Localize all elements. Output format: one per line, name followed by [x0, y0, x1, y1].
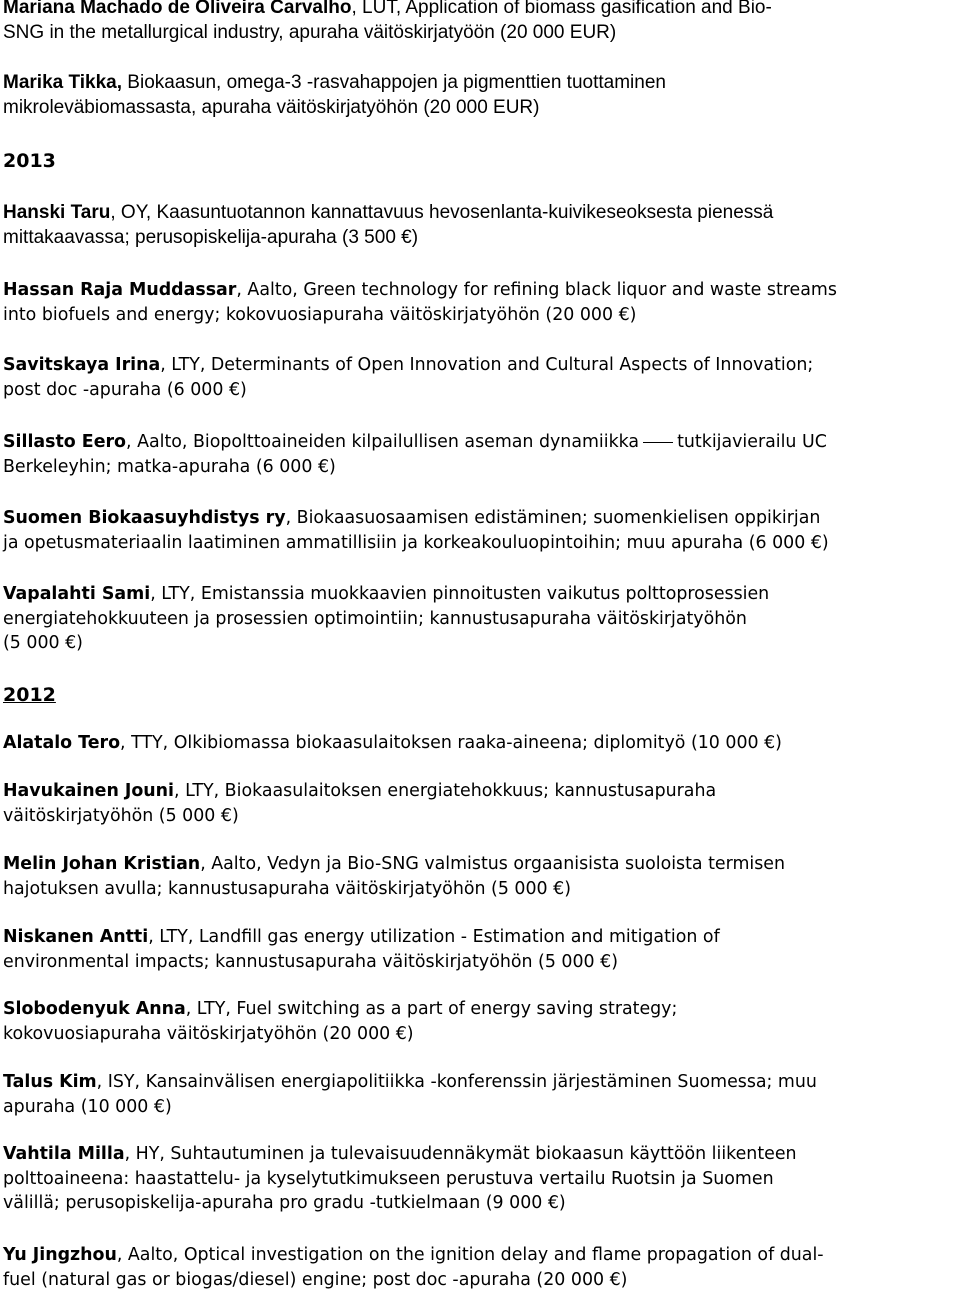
grant-entry-hanski [3, 201, 960, 250]
entry-text: , Aalto, Green technology for refining black liquor and waste streams [236, 280, 837, 300]
recipient-name: Hanski Taru [3, 202, 111, 223]
entry-line [3, 731, 960, 756]
grant-entry-melin [3, 852, 960, 901]
grant-entry-vapalahti [3, 582, 960, 656]
entry-line: fuel (natural gas or biogas/diesel) engine; post doc -apuraha (20 000 €) [3, 1269, 628, 1290]
entry-text: , TTY, Olkibiomassa biokaasulaitoksen raaka-aineena; diplomityö (10 000 €) [120, 733, 782, 753]
entry-text: tutkijavierailu UC [677, 432, 827, 452]
recipient-name: Havukainen Jouni [3, 781, 175, 801]
recipient-name: Yu Jingzhou [3, 1245, 117, 1265]
grant-entry-alatalo [3, 731, 960, 756]
entry-line [3, 582, 960, 607]
entry-line [3, 506, 960, 531]
entry-line: mikroleväbiomassasta, apuraha väitöskirjatyöhön (20 000 EUR) [3, 96, 540, 118]
entry-line: environmental impacts; kannustusapuraha väitöskirjatyöhön (5 000 €) [3, 951, 618, 972]
em-dash [643, 442, 673, 443]
entry-line [3, 0, 960, 21]
grant-entry-vahtila [3, 1142, 960, 1216]
grant-entry-tikka [3, 71, 960, 120]
recipient-name: Slobodenyuk Anna [3, 999, 186, 1019]
entry-line [3, 430, 960, 455]
grant-entry-biokaasuyhdistys [3, 506, 960, 555]
recipient-name: Hassan Raja Muddassar [3, 280, 237, 300]
entry-line: post doc -apuraha (6 000 €) [3, 379, 247, 400]
entry-text: , OY, Kaasuntuotannon kannattavuus hevosenlanta-kuivikeseoksesta pienessä [110, 202, 774, 223]
entry-text: , Biokaasuosaamisen edistäminen; suomenkielisen oppikirjan [285, 508, 821, 528]
grant-entry-carvalho [3, 0, 960, 45]
entry-line: hajotuksen avulla; kannustusapuraha väitöskirjatyöhön (5 000 €) [3, 878, 571, 899]
entry-line [3, 278, 960, 303]
grant-entry-niskanen [3, 925, 960, 974]
entry-text: , LTY, Fuel switching as a part of energy saving strategy; [185, 999, 678, 1019]
entry-line: välillä; perusopiskelija-apuraha pro gradu -tutkielmaan (9 000 €) [3, 1193, 566, 1213]
entry-text: , Aalto, Biopolttoaineiden kilpailullisen aseman dynamiikka [126, 432, 640, 452]
recipient-name: Alatalo Tero [3, 733, 121, 753]
entry-line: Berkeleyhin; matka-apuraha (6 000 €) [3, 456, 336, 477]
year-heading-2013: 2013 [3, 150, 56, 172]
recipient-name: Talus Kim [3, 1072, 97, 1092]
entry-text: , ISY, Kansainvälisen energiapolitiikka -konferenssin järjestäminen Suomessa; muu [96, 1072, 817, 1092]
entry-line: väitöskirjatyöhön (5 000 €) [3, 805, 239, 826]
entry-text: , HY, Suhtautuminen ja tulevaisuudennäkymät biokaasun käyttöön liikenteen [124, 1144, 797, 1164]
entry-line [3, 779, 960, 804]
entry-line: into biofuels and energy; kokovuosiapuraha väitöskirjatyöhön (20 000 €) [3, 304, 637, 325]
grant-entry-savitskaya [3, 353, 960, 402]
grant-entry-hassan [3, 278, 960, 327]
entry-text: , LTY, Landfill gas energy utilization - Estimation and mitigation of [148, 927, 720, 947]
recipient-name: Vapalahti Sami [3, 584, 151, 604]
recipient-name: Suomen Biokaasuyhdistys ry [3, 508, 286, 528]
grant-entry-sillasto [3, 430, 960, 479]
entry-line [3, 201, 960, 226]
grant-entry-yu [3, 1243, 960, 1292]
entry-text: , LTY, Biokaasulaitoksen energiatehokkuus; kannustusapuraha [174, 781, 717, 801]
grant-entry-slobodenyuk [3, 997, 960, 1046]
recipient-name: Marika Tikka, [3, 72, 123, 93]
entry-line [3, 997, 960, 1022]
entry-line: (5 000 €) [3, 633, 83, 653]
entry-line [3, 1142, 960, 1167]
entry-text: , LTY, Determinants of Open Innovation and Cultural Aspects of Innovation; [160, 355, 814, 375]
entry-line [3, 852, 960, 877]
entry-line [3, 925, 960, 950]
recipient-name: Vahtila Milla [3, 1144, 125, 1164]
entry-line [3, 1243, 960, 1268]
entry-line: mittakaavassa; perusopiskelija-apuraha (3 500 €) [3, 226, 419, 248]
entry-line: energiatehokkuuteen ja prosessien optimointiin; kannustusapuraha väitöskirjatyöhön [3, 608, 747, 629]
year-heading-2012: 2012 [3, 684, 56, 706]
entry-text: , Aalto, Vedyn ja Bio-SNG valmistus orgaanisista suoloista termisen [200, 854, 786, 874]
recipient-name: Niskanen Antti [3, 927, 149, 947]
entry-text: , LUT, Application of biomass gasification and Bio- [351, 0, 772, 18]
entry-line [3, 71, 960, 96]
entry-line: ja opetusmateriaalin laatiminen ammatillisiin ja korkeakouluopintoihin; muu apuraha (6 000 €) [3, 532, 829, 553]
entry-line [3, 353, 960, 378]
recipient-name: Melin Johan Kristian [3, 854, 201, 874]
grant-entry-talus [3, 1070, 960, 1119]
grant-entry-havukainen [3, 779, 960, 828]
entry-line: kokovuosiapuraha väitöskirjatyöhön (20 000 €) [3, 1023, 414, 1044]
recipient-name: Mariana Machado de Oliveira Carvalho [3, 0, 352, 18]
recipient-name: Sillasto Eero [3, 432, 127, 452]
entry-text: , LTY, Emistanssia muokkaavien pinnoitusten vaikutus polttoprosessien [150, 584, 770, 604]
entry-line: apuraha (10 000 €) [3, 1096, 172, 1117]
entry-line: SNG in the metallurgical industry, apuraha väitöskirjatyöön (20 000 EUR) [3, 21, 617, 43]
entry-text: , Aalto, Optical investigation on the ignition delay and flame propagation of dual- [116, 1245, 824, 1265]
entry-text: Biokaasun, omega-3 -rasvahappojen ja pigmenttien tuottaminen [122, 72, 666, 93]
entry-line [3, 1070, 960, 1095]
entry-line: polttoaineena: haastattelu- ja kyselytutkimukseen perustuva vertailu Ruotsin ja Suomen [3, 1168, 774, 1189]
recipient-name: Savitskaya Irina [3, 355, 161, 375]
